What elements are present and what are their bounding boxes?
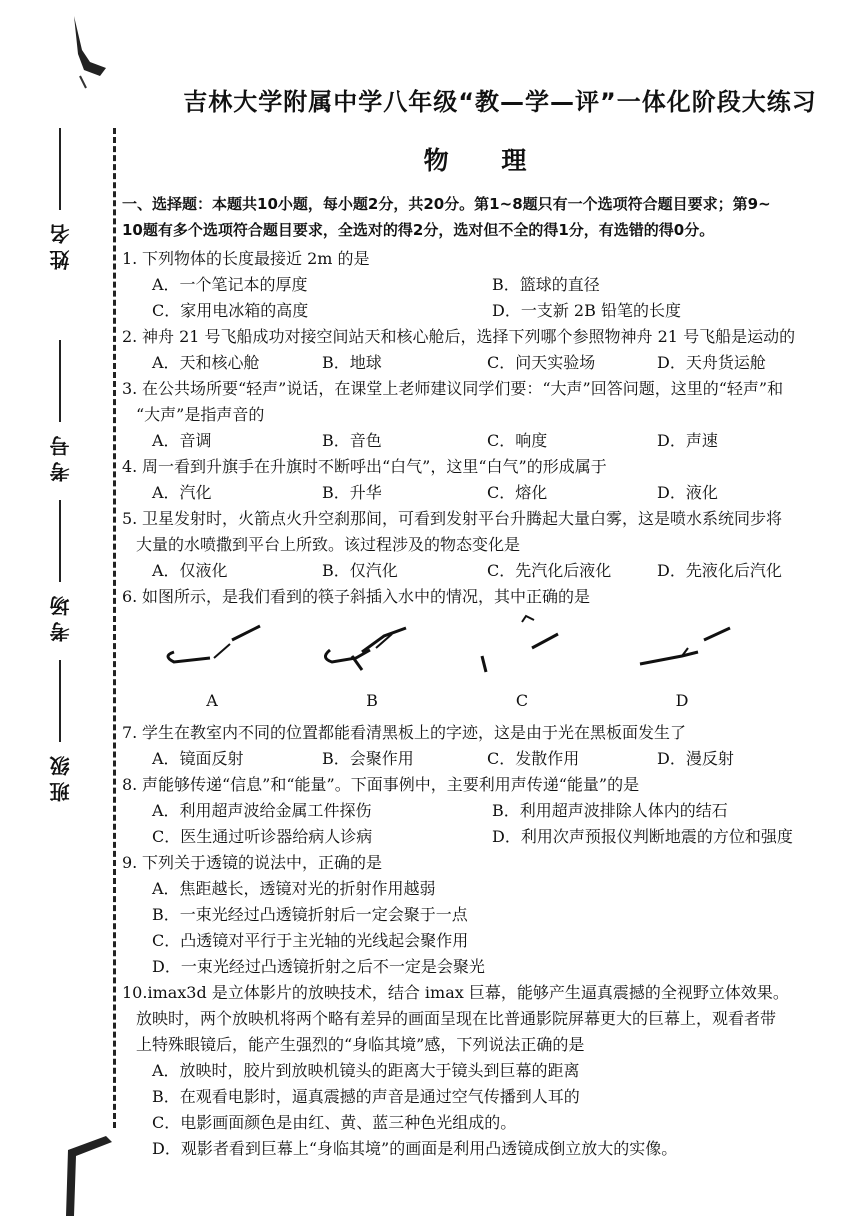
option-a: A．一个笔记本的厚度 [152,275,308,294]
binding-margin [0,0,120,1228]
question-stem [122,772,850,798]
binding-field [28,340,92,490]
question-number: 3. [122,379,138,398]
binding-field [28,660,92,810]
chopstick-drawing [312,612,432,682]
option-list [122,558,850,584]
option-b: B．音色 [322,431,382,450]
option-a: A．汽化 [152,483,212,502]
option-d: D．一支新 2B 铅笔的长度 [492,301,681,320]
question-number: 1. [122,249,138,268]
option-d: D．观影者看到巨幕上“身临其境”的画面是利用凸透镜成倒立放大的实像。 [152,1139,678,1158]
option-list [122,798,850,850]
option-a: A．焦距越长，透镜对光的折射作用越弱 [152,879,436,898]
figure-label: A [206,691,218,710]
question-text: 卫星发射时，火箭点火升空刹那间，可看到发射平台升腾起大量白雾，这是喷水系统同步将 [142,509,783,528]
question-stem [122,720,850,746]
question-3 [122,376,850,454]
option-a: A．天和核心舱 [152,353,260,372]
question-text: 周一看到升旗手在升旗时不断呼出“白气”，这里“白气”的形成属于 [142,457,607,476]
option-a: A．利用超声波给金属工件探伤 [152,801,372,820]
binding-field-label: 考号 [48,430,73,482]
figure-label: C [515,691,529,710]
chopstick-option-b [312,612,432,712]
question-text: 大量的水喷撒到平台上所致。该过程涉及的物态变化是 [136,535,521,554]
option-d: D．先液化后汽化 [657,561,782,580]
question-stem [122,454,850,480]
option-a: A．仅液化 [152,561,228,580]
question-stem [122,850,850,876]
question-text: 声能够传递“信息”和“能量”。下面事例中，主要利用声传递“能量”的是 [142,775,640,794]
question-text: 神舟 21 号飞船成功对接空间站天和核心舱后，选择下列哪个参照物神舟 21 号飞船是运动的 [142,327,796,346]
question-text: 上特殊眼镜后，能产生强烈的“身临其境”感，下列说法正确的是 [136,1035,585,1054]
option-list [122,428,850,454]
option-b: B．仅汽化 [322,561,398,580]
chopsticks-figure [122,612,850,720]
scan-speck [60,10,120,100]
question-text: 学生在教室内不同的位置都能看清黑板上的字迹，这是由于光在黑板面发生了 [142,723,687,742]
chopstick-option-a [152,612,272,712]
chopstick-drawing [622,612,742,682]
option-list [122,876,850,980]
question-stem [122,980,850,1006]
option-d: D．液化 [657,483,718,502]
section-heading-line: 一、选择题：本题共10小题，每小题2分，共20分。第1~8题只有一个选项符合题目要求；第9~ [122,195,771,213]
question-stem [122,246,850,272]
question-text: “大声”是指声音的 [136,405,265,424]
question-number: 4. [122,457,138,476]
question-stem [122,506,850,532]
question-9 [122,850,850,980]
fill-line [59,660,61,742]
question-1 [122,246,850,324]
question-stem [122,324,850,350]
question-stem [122,1032,850,1058]
question-number: 2. [122,327,138,346]
option-c: C．凸透镜对平行于主光轴的光线起会聚作用 [152,931,469,950]
question-text: 在公共场所要“轻声”说话，在课堂上老师建议同学们要：“大声”回答问题，这里的“轻声”和 [142,379,784,398]
option-c: C．响度 [487,431,548,450]
question-stem [122,402,850,428]
question-number: 8. [122,775,138,794]
exam-content [122,82,850,1162]
option-d: D．漫反射 [657,749,734,768]
option-c: C．问天实验场 [487,353,596,372]
option-list [122,272,850,324]
question-text: imax3d 是立体影片的放映技术，结合 imax 巨幕，能够产生逼真震撼的全视野立体效果。 [147,983,789,1002]
exam-title: 吉林大学附属中学八年级“教—学—评”一体化阶段大练习 [183,88,817,116]
section-heading-line: 10题有多个选项符合题目要求，全选对的得2分，选对但不全的得1分，有选错的得0分。 [122,221,715,239]
fill-line [59,340,61,422]
scan-corner-mark [62,1130,122,1220]
chopstick-drawing [462,612,582,682]
option-b: B．篮球的直径 [492,275,600,294]
chopstick-drawing [152,612,272,682]
option-a: A．放映时，胶片到放映机镜头的距离大于镜头到巨幕的距离 [152,1061,580,1080]
question-stem [122,376,850,402]
binding-field [28,500,92,650]
subject-heading: 物 理 [423,146,549,175]
section-heading [122,191,850,243]
binding-field-label: 姓名 [48,218,73,270]
question-10 [122,980,850,1162]
option-list [122,480,850,506]
option-b: B．会聚作用 [322,749,414,768]
question-text: 下列物体的长度最接近 2m 的是 [142,249,370,268]
option-d: D．一束光经过凸透镜折射之后不一定是会聚光 [152,957,485,976]
question-text: 放映时，两个放映机将两个略有差异的画面呈现在比普通影院屏幕更大的巨幕上，观看者带 [136,1009,777,1028]
option-list [122,1058,850,1162]
question-number: 6. [122,587,138,606]
option-b: B．在观看电影时，逼真震撼的声音是通过空气传播到人耳的 [152,1087,580,1106]
fill-line [59,500,61,582]
option-d: D．声速 [657,431,718,450]
question-5 [122,506,850,584]
question-number: 9. [122,853,138,872]
option-c: C．熔化 [487,483,548,502]
question-7 [122,720,850,772]
option-list [122,350,850,376]
question-number: 7. [122,723,138,742]
question-8 [122,772,850,850]
question-6 [122,584,850,720]
question-4 [122,454,850,506]
option-a: A．音调 [152,431,212,450]
option-list [122,746,850,772]
option-b: B．利用超声波排除人体内的结石 [492,801,728,820]
question-stem [122,584,850,610]
figure-label: D [675,691,689,710]
binding-field-label: 班级 [48,750,73,802]
option-a: A．镜面反射 [152,749,244,768]
question-2 [122,324,850,376]
option-c: C．家用电冰箱的高度 [152,301,309,320]
chopstick-option-d [622,612,742,712]
question-stem [122,1006,850,1032]
option-c: C．先汽化后液化 [487,561,612,580]
option-d: D．天舟货运舱 [657,353,766,372]
binding-dashed-line [113,128,116,1128]
chopstick-option-c [462,612,582,712]
question-stem [122,532,850,558]
question-text: 如图所示，是我们看到的筷子斜插入水中的情况，其中正确的是 [142,587,591,606]
binding-field [28,128,92,278]
option-c: C．医生通过听诊器给病人诊病 [152,827,373,846]
question-text: 下列关于透镜的说法中，正确的是 [142,853,383,872]
figure-label: B [366,691,378,710]
question-number: 10. [122,983,148,1002]
option-b: B．升华 [322,483,382,502]
option-b: B．一束光经过凸透镜折射后一定会聚于一点 [152,905,468,924]
binding-field-label: 考场 [48,590,73,642]
question-number: 5. [122,509,138,528]
option-d: D．利用次声预报仪判断地震的方位和强度 [492,827,793,846]
fill-line [59,128,61,210]
option-b: B．地球 [322,353,382,372]
question-list [122,246,850,1162]
option-c: C．电影画面颜色是由红、黄、蓝三种色光组成的。 [152,1113,517,1132]
option-c: C．发散作用 [487,749,580,768]
